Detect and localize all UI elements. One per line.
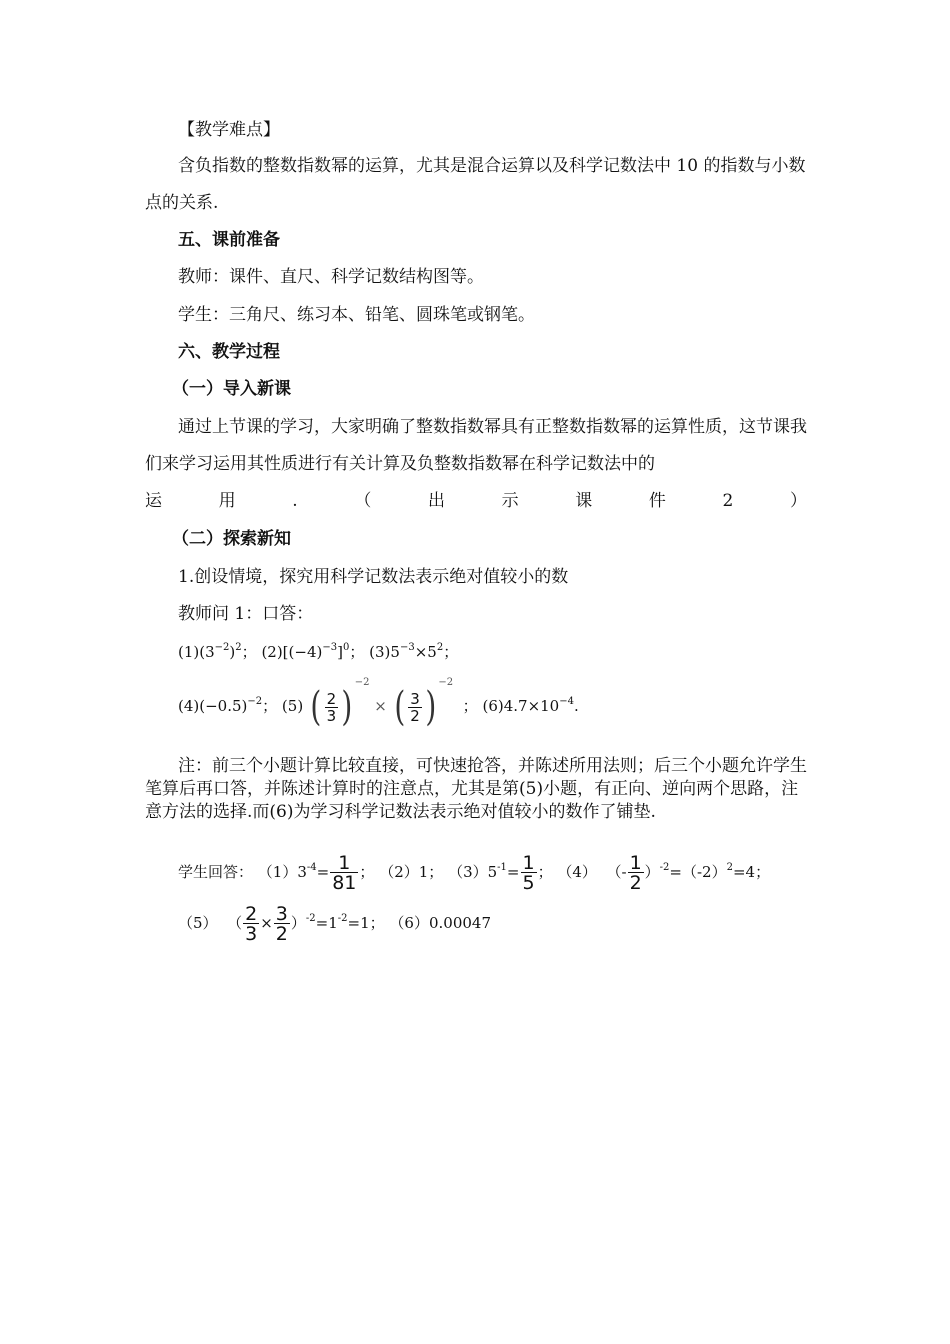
part1-last-char: 用 — [218, 491, 236, 511]
difficulty-text: 含负指数的整数指数幂的运算，尤其是混合运算以及科学记数法中 10 的指数与小数点的关系. — [145, 156, 806, 213]
note-text: 注：前三个小题计算比较直接，可快速抢答，并陈述所用法则；后三个小题允许学生笔算后再口答，并陈述计算时的注意点，尤其是第(5)小题，有正向、逆向两个思路，注意方法的选择.而(6)为学习科学记数法表示绝对值较小的数作了铺垫. — [145, 756, 807, 822]
a2: （2）1； — [379, 863, 444, 881]
q2-exp-inner: −3 — [322, 642, 338, 653]
a5-fraction-2: $\frac{3}{2}$ — [275, 902, 288, 945]
q5-fraction-2: $\frac{3}{2}$ — [410, 689, 420, 725]
q6-exp: −4 — [559, 696, 574, 707]
a5-exp: -2 — [305, 913, 316, 924]
q2-sep: ； — [349, 643, 365, 661]
part1-last-char: 件 — [648, 491, 666, 511]
item1-text: 1.创设情境，探究用科学记数法表示绝对值较小的数 — [178, 567, 569, 587]
q5-exp2: −2 — [438, 677, 454, 688]
question-row-1: $(1)(3^{-2})^2$； $(2)[(-4)^{-3}]^0$； $(3)5^{-3}\times 5^2$； — [178, 642, 459, 661]
q4-sep: ； — [262, 697, 278, 715]
a1-fraction: $\frac{1}{81}$ — [332, 851, 357, 894]
a3-base: （3）5 — [448, 863, 498, 881]
q6-end: . — [573, 697, 579, 715]
q5-paren-left-2: ( — [393, 684, 405, 730]
a4-open: （- — [606, 863, 627, 881]
part1-heading: （一）导入新课 — [172, 379, 291, 399]
a4-exp2: 2 — [726, 862, 733, 873]
a6: （6）0.00047 — [389, 914, 491, 932]
q5-exp1: −2 — [354, 677, 370, 688]
a5-mid: =1 — [315, 914, 338, 932]
a4-fraction: $\frac{1}{2}$ — [629, 851, 642, 894]
answer-row-2 — [178, 900, 491, 946]
a3-eq: = — [506, 863, 520, 881]
a5-fraction-1: $\frac{2}{3}$ — [245, 902, 258, 945]
part1-last-char: （ — [354, 491, 372, 511]
part1-text: 通过上节课的学习，大家明确了整数指数幂具有正整数指数幂的运算性质，这节课我们来学习运用其性质进行有关计算及负整数指数幂在科学记数法中的 — [145, 417, 807, 474]
q2-base: (2)[(−4) — [261, 643, 323, 661]
a3-sep: ； — [537, 863, 553, 881]
q3-times: ×5 — [414, 643, 437, 661]
q5-paren-right: ) — [341, 684, 353, 730]
part1-last-char: 运 — [145, 491, 162, 511]
a1-base: （1）3 — [257, 863, 307, 881]
q5-times: × — [374, 697, 387, 715]
a5-label: （5） — [178, 914, 218, 932]
part1-last-line — [145, 490, 807, 512]
answer-row-1 — [178, 850, 770, 894]
part2-heading: （二）探索新知 — [172, 529, 291, 549]
part1-last-char: . — [292, 491, 298, 511]
q3-exp2: 2 — [436, 642, 444, 653]
q1-sep: ； — [241, 643, 257, 661]
q3-base: (3)5 — [369, 643, 400, 661]
q6-base: (6)4.7×10 — [482, 697, 560, 715]
part1-last-char: 课 — [575, 491, 593, 511]
a1-exp: -4 — [306, 862, 317, 873]
a1-sep: ； — [359, 863, 375, 881]
a3-exp: -1 — [497, 862, 507, 873]
q5-fraction-1: $\frac{2}{3}$ — [326, 689, 337, 725]
q4-exp: −2 — [247, 696, 263, 707]
a4-label: （4） — [557, 863, 597, 881]
section5-student: 学生：三角尺、练习本、铅笔、圆珠笔或钢笔。 — [178, 305, 535, 325]
a5-close: ） — [290, 914, 306, 932]
section5-teacher: 教师：课件、直尺、科学记数结构图等。 — [178, 267, 484, 287]
part1-last-char: ） — [790, 491, 807, 511]
section5-heading: 五、课前准备 — [178, 230, 280, 250]
q5-sep: ； — [462, 697, 478, 715]
q4-base: (4)(−0.5) — [178, 697, 248, 715]
a4-close: ） — [644, 863, 660, 881]
part1-last-char: 出 — [427, 491, 445, 511]
difficulty-heading: 【教学难点】 — [178, 120, 280, 140]
a4-mid: =（-2） — [669, 863, 727, 881]
a3-fraction: $\frac{1}{5}$ — [522, 851, 535, 894]
a5-end: =1； — [347, 914, 385, 932]
a5-open: （ — [227, 914, 243, 932]
section6-heading: 六、教学过程 — [178, 342, 280, 362]
q5-paren-left: ( — [310, 684, 322, 730]
part1-last-char: 示 — [501, 491, 519, 511]
a4-exp: -2 — [659, 862, 670, 873]
a1-eq: = — [316, 863, 330, 881]
q1-exp-inner: −2 — [214, 642, 230, 653]
q3-sep: ； — [443, 643, 459, 661]
question-label: 教师问 1：口答： — [178, 604, 314, 624]
a4-end: =4； — [732, 863, 771, 881]
q2-exp-outer: 0 — [342, 642, 350, 653]
question-row-2 — [178, 678, 579, 734]
a5-exp2: -2 — [337, 913, 348, 924]
q5-label: (5) — [281, 697, 304, 715]
q1-exp-outer: 2 — [235, 642, 242, 653]
a5-times: × — [260, 914, 273, 932]
answer-label: 学生回答： — [178, 863, 254, 881]
q1-base: (1)(3 — [178, 643, 215, 661]
part1-last-char: 2 — [722, 491, 734, 511]
q5-paren-right-2: ) — [425, 684, 437, 730]
q3-exp: −3 — [399, 642, 415, 653]
